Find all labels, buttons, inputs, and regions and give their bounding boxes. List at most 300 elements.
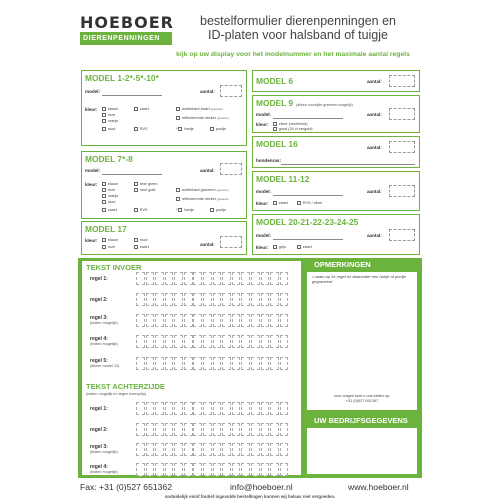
option-rvs: RVS xyxy=(139,208,148,212)
char-cell[interactable] xyxy=(241,357,250,370)
kleur-label: kleur: xyxy=(85,107,98,112)
char-cell[interactable] xyxy=(261,293,270,306)
checkbox[interactable] xyxy=(102,107,106,111)
regel-label xyxy=(90,315,118,325)
char-cell[interactable] xyxy=(241,463,250,476)
char-cell[interactable] xyxy=(232,314,241,327)
char-cell[interactable] xyxy=(146,357,155,370)
aantal-input[interactable] xyxy=(220,163,242,175)
char-cell[interactable] xyxy=(146,293,155,306)
model-title: MODEL 1-2*-5*-10* xyxy=(85,73,159,83)
page-subtitle: kijk op uw display voor het modelnummer en het maximale aantal regels xyxy=(176,51,410,58)
char-cell[interactable] xyxy=(203,272,212,285)
char-cell[interactable] xyxy=(136,423,145,436)
char-cell[interactable] xyxy=(222,272,231,285)
aantal-label: aantal: xyxy=(367,189,382,194)
char-cell[interactable] xyxy=(280,272,289,285)
char-cell[interactable] xyxy=(270,293,279,306)
char-cell[interactable] xyxy=(261,335,270,348)
option-roze: roze xyxy=(107,113,116,117)
char-cell[interactable] xyxy=(241,335,250,348)
char-cell[interactable] xyxy=(146,463,155,476)
checkbox[interactable] xyxy=(134,127,138,131)
char-cell[interactable] xyxy=(155,272,164,285)
char-cell[interactable] xyxy=(146,443,155,456)
char-cell[interactable] xyxy=(270,463,279,476)
char-cell[interactable] xyxy=(193,423,202,436)
char-cell[interactable] xyxy=(213,423,222,436)
char-cell[interactable] xyxy=(261,314,270,327)
checkbox[interactable] xyxy=(102,188,106,192)
char-cell[interactable] xyxy=(193,335,202,348)
checkbox[interactable] xyxy=(102,113,106,117)
option-rood: rood xyxy=(139,238,148,242)
char-cell[interactable] xyxy=(251,335,260,348)
char-cell[interactable] xyxy=(280,357,289,370)
option-rvs: RVS / zilver xyxy=(302,201,323,205)
footer-website[interactable]: www.hoeboer.nl xyxy=(348,482,409,492)
char-cell[interactable] xyxy=(251,443,260,456)
char-cell[interactable] xyxy=(193,272,202,285)
option-roze: roze xyxy=(107,245,116,249)
char-cell[interactable] xyxy=(232,272,241,285)
aantal-input[interactable] xyxy=(389,141,415,153)
char-cell[interactable] xyxy=(174,335,183,348)
model-box-11-12 xyxy=(252,171,420,211)
char-cell[interactable] xyxy=(193,314,202,327)
aantal-input[interactable] xyxy=(220,236,242,248)
aantal-label: aantal: xyxy=(200,89,215,94)
char-cell[interactable] xyxy=(280,463,289,476)
char-cell[interactable] xyxy=(232,335,241,348)
model-input[interactable] xyxy=(273,239,343,240)
char-cell[interactable] xyxy=(184,402,193,415)
regel-label xyxy=(90,336,118,346)
tekst-achterzijde-subtitle: (indien mogelijk en tegen meerprijs) xyxy=(86,392,147,396)
regel-3-grid[interactable] xyxy=(136,314,289,327)
checkbox[interactable] xyxy=(134,182,138,186)
regel-note: (indien mogelijk) xyxy=(90,321,118,325)
char-cell[interactable] xyxy=(280,335,289,348)
char-cell[interactable] xyxy=(136,335,145,348)
char-cell[interactable] xyxy=(174,357,183,370)
char-cell[interactable] xyxy=(136,402,145,415)
char-cell[interactable] xyxy=(155,443,164,456)
model-box-1 xyxy=(81,70,247,146)
option-oranje: oranje xyxy=(107,119,119,123)
char-cell[interactable] xyxy=(165,423,174,436)
model-box-16 xyxy=(252,136,420,168)
char-cell[interactable] xyxy=(165,335,174,348)
option-rood: rood xyxy=(107,200,116,204)
model-label: model: xyxy=(256,233,272,238)
char-cell[interactable] xyxy=(165,293,174,306)
char-cell[interactable] xyxy=(222,423,231,436)
char-cell[interactable] xyxy=(155,335,164,348)
aantal-label: aantal: xyxy=(367,145,382,150)
opmerkingen-contact xyxy=(306,394,418,404)
aantal-label: aantal: xyxy=(367,233,382,238)
footer-email[interactable]: info@hoeboer.nl xyxy=(230,482,293,492)
model-input[interactable] xyxy=(102,95,162,96)
model-box-7-8 xyxy=(81,151,247,219)
char-cell[interactable] xyxy=(165,463,174,476)
regel-5-grid[interactable] xyxy=(136,357,289,370)
checkbox[interactable] xyxy=(273,122,277,126)
char-cell[interactable] xyxy=(184,357,193,370)
option-blauw: blauw xyxy=(107,107,118,111)
char-cell[interactable] xyxy=(241,402,250,415)
model-title: MODEL 7*-8 xyxy=(85,154,133,164)
char-cell[interactable] xyxy=(174,272,183,285)
option-oranje: oranje xyxy=(107,194,119,198)
char-cell[interactable] xyxy=(213,357,222,370)
regel-label: regel 2: xyxy=(90,427,108,433)
footer-fax: Fax: +31 (0)527 651362 xyxy=(80,482,172,492)
char-cell[interactable] xyxy=(241,272,250,285)
char-cell[interactable] xyxy=(270,443,279,456)
opmerkingen-text: • naam op 1e regel en daaronder een hartje of pootje gegraveerd xyxy=(312,274,406,284)
regel-label-text: regel 3: xyxy=(90,315,108,321)
option-note: (graveren) xyxy=(216,188,229,192)
achter-regel-2-grid[interactable] xyxy=(136,423,289,436)
checkbox[interactable] xyxy=(178,127,182,131)
checkbox[interactable] xyxy=(297,245,301,249)
model-input[interactable] xyxy=(273,118,343,119)
checkbox[interactable] xyxy=(102,208,106,212)
option-roze: roze xyxy=(107,188,116,192)
option-note: (graveren) xyxy=(210,107,223,111)
achter-regel-4-grid[interactable] xyxy=(136,463,289,476)
model-input[interactable] xyxy=(102,174,162,175)
char-cell[interactable] xyxy=(261,443,270,456)
model-title: MODEL 11-12 xyxy=(256,174,310,184)
checkbox[interactable] xyxy=(102,194,106,198)
char-cell[interactable] xyxy=(222,314,231,327)
char-cell[interactable] xyxy=(213,443,222,456)
char-cell[interactable] xyxy=(232,463,241,476)
char-cell[interactable] xyxy=(165,357,174,370)
model-box-9 xyxy=(252,95,420,133)
char-cell[interactable] xyxy=(232,357,241,370)
option-star: * xyxy=(176,208,178,212)
char-cell[interactable] xyxy=(222,402,231,415)
option-zwart: zwart xyxy=(107,208,117,212)
checkbox[interactable] xyxy=(273,127,277,131)
regel-note: (alleen model 12) xyxy=(90,364,120,368)
char-cell[interactable] xyxy=(146,423,155,436)
char-cell[interactable] xyxy=(213,314,222,327)
checkbox[interactable] xyxy=(102,238,106,242)
checkbox[interactable] xyxy=(102,127,106,131)
checkbox[interactable] xyxy=(176,188,180,192)
option-goud: goud (24 ct verguld) xyxy=(278,127,313,131)
aantal-label: aantal: xyxy=(200,168,215,173)
char-cell[interactable] xyxy=(203,357,212,370)
char-cell[interactable] xyxy=(251,423,260,436)
char-cell[interactable] xyxy=(193,357,202,370)
char-cell[interactable] xyxy=(146,272,155,285)
char-cell[interactable] xyxy=(155,293,164,306)
char-cell[interactable] xyxy=(184,314,193,327)
aantal-input[interactable] xyxy=(389,229,415,241)
char-cell[interactable] xyxy=(146,335,155,348)
char-cell[interactable] xyxy=(165,272,174,285)
char-cell[interactable] xyxy=(270,402,279,415)
char-cell[interactable] xyxy=(184,423,193,436)
char-cell[interactable] xyxy=(222,463,231,476)
char-cell[interactable] xyxy=(184,443,193,456)
contact-phone: +31 (0)527 651397 xyxy=(345,399,379,403)
char-cell[interactable] xyxy=(251,293,260,306)
char-cell[interactable] xyxy=(213,272,222,285)
checkbox[interactable] xyxy=(102,119,106,123)
char-cell[interactable] xyxy=(280,293,289,306)
checkbox[interactable] xyxy=(273,201,277,205)
aantal-input[interactable] xyxy=(389,185,415,197)
char-cell[interactable] xyxy=(184,293,193,306)
char-cell[interactable] xyxy=(174,463,183,476)
regel-label: regel 1: xyxy=(90,406,108,412)
checkbox[interactable] xyxy=(210,208,214,212)
char-cell[interactable] xyxy=(251,463,260,476)
checkbox[interactable] xyxy=(297,201,301,205)
char-cell[interactable] xyxy=(203,335,212,348)
char-cell[interactable] xyxy=(136,443,145,456)
option-rosegold: rose gold xyxy=(139,188,156,192)
char-cell[interactable] xyxy=(270,314,279,327)
char-cell[interactable] xyxy=(261,272,270,285)
regel-2-grid[interactable] xyxy=(136,293,289,306)
regel-label xyxy=(90,444,118,454)
model-input[interactable] xyxy=(273,195,343,196)
char-cell[interactable] xyxy=(261,463,270,476)
char-cell[interactable] xyxy=(251,272,260,285)
tekst-achterzijde-title: TEKST ACHTERZIJDE xyxy=(86,382,165,391)
regel-4-grid[interactable] xyxy=(136,335,289,348)
aantal-label: aantal: xyxy=(367,112,382,117)
model-title: MODEL 17 xyxy=(85,224,127,234)
char-cell[interactable] xyxy=(155,314,164,327)
logo-tagline: DIERENPENNINGEN xyxy=(80,32,172,45)
char-cell[interactable] xyxy=(251,357,260,370)
char-cell[interactable] xyxy=(251,402,260,415)
char-cell[interactable] xyxy=(251,314,260,327)
char-cell[interactable] xyxy=(270,423,279,436)
char-cell[interactable] xyxy=(193,402,202,415)
model-box-17 xyxy=(81,221,247,255)
char-cell[interactable] xyxy=(155,423,164,436)
model-label: model: xyxy=(85,168,101,173)
option-reflecterend: reflecterende sticker xyxy=(181,197,216,201)
checkbox[interactable] xyxy=(102,182,106,186)
option-grijs: grijs xyxy=(278,245,286,249)
char-cell[interactable] xyxy=(232,443,241,456)
char-cell[interactable] xyxy=(146,314,155,327)
char-cell[interactable] xyxy=(241,443,250,456)
model-label: model: xyxy=(85,89,101,94)
aantal-input[interactable] xyxy=(389,75,415,87)
kleur-label: kleur: xyxy=(85,238,98,243)
order-form xyxy=(78,8,422,499)
char-cell[interactable] xyxy=(241,423,250,436)
title-line-1: bestelformulier dierenpenningen en xyxy=(200,14,396,28)
option-rood: rood xyxy=(107,127,116,131)
char-cell[interactable] xyxy=(203,293,212,306)
char-cell[interactable] xyxy=(136,293,145,306)
char-cell[interactable] xyxy=(232,423,241,436)
bedrijf-field[interactable] xyxy=(306,427,418,475)
char-cell[interactable] xyxy=(203,463,212,476)
char-cell[interactable] xyxy=(280,443,289,456)
model-title-text: MODEL 9 xyxy=(256,98,294,108)
model-title xyxy=(256,98,353,108)
checkbox[interactable] xyxy=(176,107,180,111)
checkbox[interactable] xyxy=(176,197,180,201)
option-zwart: zwart xyxy=(278,201,288,205)
char-cell[interactable] xyxy=(174,443,183,456)
aantal-label: aantal: xyxy=(367,79,382,84)
bedrijf-title: UW BEDRIJFSGEGEVENS xyxy=(314,416,408,425)
char-cell[interactable] xyxy=(241,314,250,327)
char-cell[interactable] xyxy=(165,314,174,327)
achter-regel-3-grid[interactable] xyxy=(136,443,289,456)
option-zwart: zwart xyxy=(302,245,312,249)
title-line-2: ID-platen voor halsband of tuigje xyxy=(208,28,388,42)
footer-disclaimer: onduidelijk en/of foutief ingevulde bestellingen kunnen wij helaas niet vergoeden. xyxy=(164,494,336,499)
checkbox[interactable] xyxy=(178,208,182,212)
char-cell[interactable] xyxy=(174,423,183,436)
char-cell[interactable] xyxy=(136,314,145,327)
regel-note: (indien mogelijk) xyxy=(90,342,118,346)
regel-label: regel 1: xyxy=(90,276,108,282)
model-box-20-25 xyxy=(252,214,420,255)
char-cell[interactable] xyxy=(174,293,183,306)
char-cell[interactable] xyxy=(136,357,145,370)
option-star: * xyxy=(176,127,178,131)
hondenras-input[interactable] xyxy=(281,164,415,165)
checkbox[interactable] xyxy=(176,116,180,120)
char-cell[interactable] xyxy=(241,293,250,306)
option-note: (graveren) xyxy=(216,116,229,120)
kleur-label: kleur: xyxy=(85,182,98,187)
checkbox[interactable] xyxy=(134,238,138,242)
char-cell[interactable] xyxy=(146,402,155,415)
char-cell[interactable] xyxy=(270,272,279,285)
checkbox[interactable] xyxy=(210,127,214,131)
char-cell[interactable] xyxy=(213,463,222,476)
contact-question: voor vragen kunt u ons bellen op: xyxy=(333,394,391,398)
model-title: MODEL 16 xyxy=(256,139,298,149)
logo xyxy=(80,14,172,50)
kleur-label: kleur: xyxy=(256,245,269,250)
regel-1-grid[interactable] xyxy=(136,272,289,285)
option-zilver: zilver (verzilverd) xyxy=(278,122,308,126)
char-cell[interactable] xyxy=(213,402,222,415)
char-cell[interactable] xyxy=(213,335,222,348)
option-pootje: pootje xyxy=(215,127,227,131)
char-cell[interactable] xyxy=(193,293,202,306)
option-achterkant: achterkant graveren xyxy=(181,188,216,192)
char-cell[interactable] xyxy=(174,314,183,327)
checkbox[interactable] xyxy=(102,245,106,249)
model-title: MODEL 20-21-22-23-24-25 xyxy=(256,217,359,227)
char-cell[interactable] xyxy=(184,272,193,285)
model-title: MODEL 6 xyxy=(256,76,294,86)
regel-label-text: regel 5: xyxy=(90,358,108,364)
char-cell[interactable] xyxy=(222,443,231,456)
char-cell[interactable] xyxy=(155,402,164,415)
regel-note: (indien mogelijk) xyxy=(90,470,118,474)
char-cell[interactable] xyxy=(261,357,270,370)
char-cell[interactable] xyxy=(203,443,212,456)
regel-label xyxy=(90,464,118,474)
option-achterkant: achterkant zwart xyxy=(181,107,210,111)
checkbox[interactable] xyxy=(134,188,138,192)
char-cell[interactable] xyxy=(165,443,174,456)
char-cell[interactable] xyxy=(155,357,164,370)
char-cell[interactable] xyxy=(232,293,241,306)
logo-wordmark: HOEBOER xyxy=(80,13,174,32)
model-box-6 xyxy=(252,70,420,92)
option-hartje: hartje xyxy=(184,208,194,212)
char-cell[interactable] xyxy=(155,463,164,476)
char-cell[interactable] xyxy=(193,443,202,456)
char-cell[interactable] xyxy=(213,293,222,306)
char-cell[interactable] xyxy=(174,402,183,415)
regel-label xyxy=(90,358,119,368)
option-blauw: blauw xyxy=(107,238,118,242)
kleur-label: kleur: xyxy=(256,122,269,127)
page-title xyxy=(178,14,418,42)
checkbox[interactable] xyxy=(134,208,138,212)
option-pootje: pootje xyxy=(215,208,227,212)
char-cell[interactable] xyxy=(270,357,279,370)
char-cell[interactable] xyxy=(184,335,193,348)
checkbox[interactable] xyxy=(102,200,106,204)
aantal-input[interactable] xyxy=(389,108,415,120)
char-cell[interactable] xyxy=(203,402,212,415)
achter-regel-1-grid[interactable] xyxy=(136,402,289,415)
opmerkingen-field[interactable] xyxy=(306,271,418,411)
char-cell[interactable] xyxy=(222,293,231,306)
char-cell[interactable] xyxy=(136,463,145,476)
char-cell[interactable] xyxy=(203,423,212,436)
model-label: model: xyxy=(256,189,272,194)
char-cell[interactable] xyxy=(165,402,174,415)
aantal-input[interactable] xyxy=(220,85,242,97)
char-cell[interactable] xyxy=(222,335,231,348)
char-cell[interactable] xyxy=(261,423,270,436)
char-cell[interactable] xyxy=(280,402,289,415)
char-cell[interactable] xyxy=(270,335,279,348)
char-cell[interactable] xyxy=(136,272,145,285)
model-note: (alleen voorzijde graveren mogelijk) xyxy=(296,103,353,107)
checkbox[interactable] xyxy=(134,245,138,249)
char-cell[interactable] xyxy=(261,402,270,415)
char-cell[interactable] xyxy=(280,423,289,436)
checkbox[interactable] xyxy=(134,107,138,111)
option-rvs: RVS xyxy=(139,127,148,131)
checkbox[interactable] xyxy=(273,245,277,249)
char-cell[interactable] xyxy=(203,314,212,327)
char-cell[interactable] xyxy=(280,314,289,327)
regel-label-text: regel 3: xyxy=(90,444,108,450)
char-cell[interactable] xyxy=(222,357,231,370)
char-cell[interactable] xyxy=(184,463,193,476)
char-cell[interactable] xyxy=(193,463,202,476)
char-cell[interactable] xyxy=(232,402,241,415)
